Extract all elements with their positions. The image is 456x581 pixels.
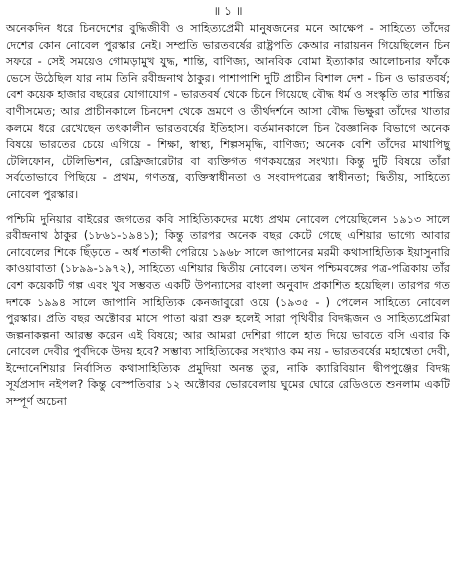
page-heading: ॥ ১ ॥ xyxy=(213,4,243,18)
paragraph-1: অনেকদিন ধরে চিনদেশের বুদ্ধিজীবী ও সাহিত্যপ্রেমী মানুষজনের মনে আক্ষেপ - সাহিত্যে তাঁদের দেশের কোন নোবেল পুরস্কার নেই। সম্প্রতি ভারতবর্ষের রাষ্ট্রপতি কেআর নারায়নন গিয়েছিলেন চিন সফরে - সেই সময়েও গোমড়ামুখ যুদ্ধ, শান্তি, বাণিজ্য, আনবিক বোমা ইত্যাকার আলোচনার ফাঁকে ভেসে উঠেছিল যার নাম তিনি রবীন্দ্রনাথ ঠাকুর। পাশাপাশি দুটি প্রাচীন বিশাল দেশ - চিন ও ভারতবর্ষ; বেশ কয়েক হাজার বছরের যোগাযোগ - ভারতবর্ষ থেকে চিনে গিয়েছে বৌদ্ধ ধর্ম ও সংস্কৃতি তার শান্তির বাণীসমেত; আর প্রাচীনকালে চিনদেশ থেকে ভ্রমণে ও তীর্থদর্শনে আসা বৌদ্ধ ভিক্ষুরা তাঁদের খাতার কলমে ধরে রেখেছেন তৎকালীন ভারতবর্ষের ইতিহাস। বর্তমানকালে চিন বৈজ্ঞানিক বিভাগে অনেক বিষয়ে ভারতের চেয়ে এগিয়ে - শিক্ষা, স্বাস্থ্য, শিল্পসমৃদ্ধি, বাণিজ্য; অনেক বেশি তাঁদের মাথাপিছু টেলিফোন, টেলিভিশন, রেফ্রিজারেটার বা ব্যক্তিগত গণকযন্ত্রের সংখ্যা। কিন্তু দুটি বিষয়ে তাঁরা সর্বতোভাবে পিছিয়ে - প্রথম, গণতন্ত্র, ব্যক্তিস্বাধীনতা ও সংবাদপত্রের স্বাধীনতা; দ্বিতীয়, সাহিত্যে নোবেল পুরস্কার। xyxy=(6,22,450,201)
paragraph-2: পশ্চিমি দুনিয়ার বাইরের জগতের কবি সাহিত্যিকদের মধ্যে প্রথম নোবেল পেয়েছিলেন ১৯১৩ সালে রবীন্দ্রনাথ ঠাকুর (১৮৬১-১৯৪১); কিন্তু তারপর অনেক বছর কেটে গেছে এশিয়ার ভাগ্যে আবার নোবেলের শিকে ছিঁড়তে - অর্ধ শতাব্দী পেরিয়ে ১৯৬৮ সালে জাপানের মরমী কথাসাহিত্যিক ইয়াসুনারি কাওয়াবাতা (১৮৯৯-১৯৭২), সাহিত্যে এশিয়ার দ্বিতীয় নোবেল। তখন পশ্চিমবঙ্গের পত্র-পত্রিকায় তাঁর বেশ কয়েকটি গল্প এবং খুব সম্ভবত একটি উপন্যাসের বাংলা অনুবাদ প্রকাশিত হয়েছিল। তারপর গত দশকে ১৯৯৪ সালে জাপানি সাহিত্যিক কেনজাবুরো ওয়ে (১৯৩৫ - ) পেলেন সাহিত্যে নোবেল পুরস্কার। প্রতি বছর অক্টোবর মাসে পাতা ঝরা শুরু হলেই সারা পৃথিবীর বিদগ্ধজন ও সাহিত্যপ্রেমিরা জল্পনাকল্পনা আরম্ভ করেন এই বিষয়ে; আর আমরা দেশিরা গালে হাত দিয়ে ভাবতে বসি এবার কি নোবেল দেবীর পুর্বদিকে উদয় হবে? সম্ভাব্য সাহিত্যিকের সংখ্যাও কম নয় - ভারতবর্ষের মহাশ্বেতা দেবী, ইন্দোনেশিয়ার নির্বাসিত কথাসাহিত্যিক প্রমুদিয়া অনন্ত তুর, নাকি ক্যারিবিয়ান দ্বীপপুঞ্জের বিদগ্ধ সূর্যপ্রসাদ নইপল? কিন্তু বেস্পতিবার ১২ অক্টোবর ভোরবেলায় ঘুমের ঘোরে রেডিওতে শুনলাম একটি সম্পূর্ণ অচেনা xyxy=(6,212,450,409)
